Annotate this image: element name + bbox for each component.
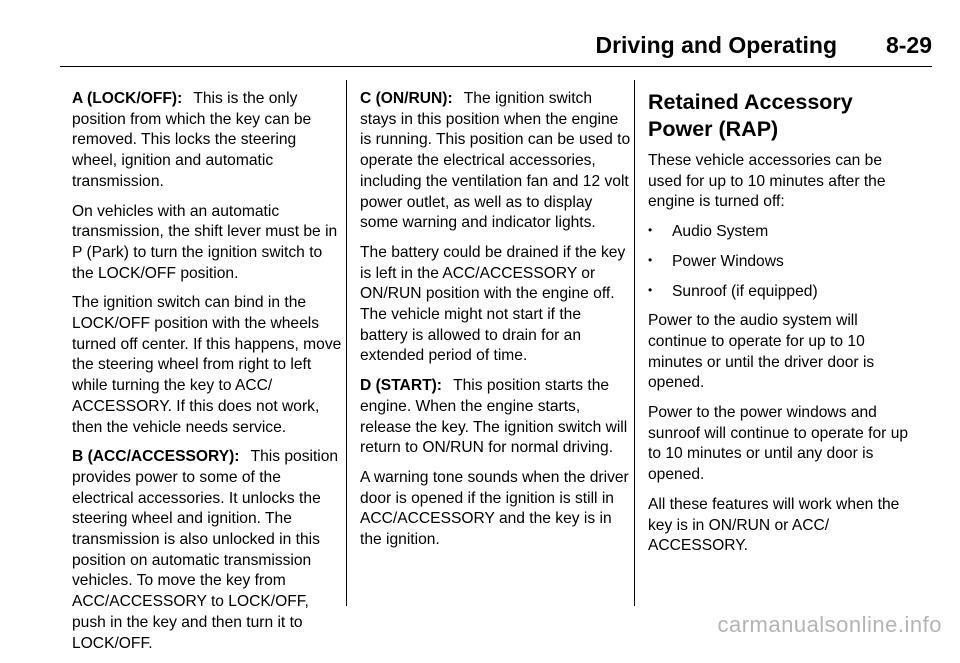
text-lock-off: This is the only position from which the key can be removed. This locks the steering wheel, ignition and automatic transmission. [72, 90, 312, 190]
watermark: carmanualsonline.info [717, 612, 942, 637]
list-item-label: Audio System [672, 223, 769, 241]
paragraph-on-run [360, 89, 632, 234]
page-number: 8-29 [885, 32, 932, 58]
column-divider-left [346, 80, 347, 606]
paragraph-features: All these features will work when the key is in ON/RUN or ACC/ ACCESSORY. [648, 495, 900, 555]
text-on-run: The ignition switch stays in this position when the engine is running. This position can be used to operate the electrical accessories, including the ventilation fan and 12 volt power outlet, as well as to display some warning and indicator lights. [360, 90, 631, 232]
paragraph-window-power: Power to the power windows and sunroof will continue to operate for up to 10 minutes or until any door is opened. [648, 404, 909, 484]
text-start: This position starts the engine. When the engine starts, release the key. The ignition switch will return to ON/RUN for normal driving. [360, 377, 628, 457]
term-on-run: C (ON/RUN): [360, 90, 453, 107]
paragraph-lock-off [72, 89, 344, 193]
page-header [60, 30, 932, 67]
term-acc-accessory: B (ACC/ACCESSORY): [72, 448, 240, 466]
bullet-icon: • [648, 282, 653, 297]
list-item-label: Sunroof (if equipped) [672, 282, 818, 300]
section-title: Driving and Operating [595, 32, 837, 58]
rap-accessory-list [648, 222, 920, 302]
bullet-icon: • [648, 223, 653, 238]
column-divider-right [634, 80, 635, 606]
paragraph-rap-intro: These vehicle accessories can be used for up to 10 minutes after the engine is turned off: [648, 152, 886, 211]
paragraph-start [360, 376, 632, 459]
paragraph-warning-tone: A warning tone sounds when the driver door is opened if the ignition is still in ACC/ACCESSORY and the key is in the ignition. [360, 468, 629, 549]
paragraph-ignition-bind: The ignition switch can bind in the LOCK/OFF position with the wheels turned off center. If this happens, move the steering wheel from right to left while turning the key to ACC/ ACCESSORY. If this does not work, then the vehicle needs service. [72, 294, 342, 436]
list-item [648, 252, 920, 273]
column-1 [72, 89, 344, 663]
list-item-label: Power Windows [672, 252, 784, 270]
paragraph-battery-drain: The battery could be drained if the key is left in the ACC/ACCESSORY or ON/RUN position with the engine off. The vehicle might not start if the battery is allowed to drain for an extended period of time. [360, 243, 626, 365]
column-3 [648, 89, 920, 566]
list-item [648, 282, 920, 303]
rap-heading: Retained Accessory Power (RAP) [648, 90, 853, 141]
bullet-icon: • [648, 252, 653, 267]
text-acc-accessory: This position provides power to some of the electrical accessories. It unlocks the steering wheel and ignition. The transmission is also unlocked in this position on automatic transmission vehicles. To move the key from ACC/ACCESSORY to LOCK/OFF, push in the key and then turn it to LOCK/OFF. [72, 448, 339, 652]
term-start: D (START): [360, 377, 442, 395]
list-item [648, 222, 920, 243]
paragraph-automatic-transmission: On vehicles with an automatic transmission, the shift lever must be in P (Park) to turn the ignition switch to the LOCK/OFF position. [72, 202, 338, 282]
column-2 [360, 89, 632, 560]
term-lock-off: A (LOCK/OFF): [72, 90, 183, 107]
paragraph-audio-power: Power to the audio system will continue to operate for up to 10 minutes or until the driver door is opened. [648, 312, 875, 392]
paragraph-acc-accessory [72, 447, 344, 654]
